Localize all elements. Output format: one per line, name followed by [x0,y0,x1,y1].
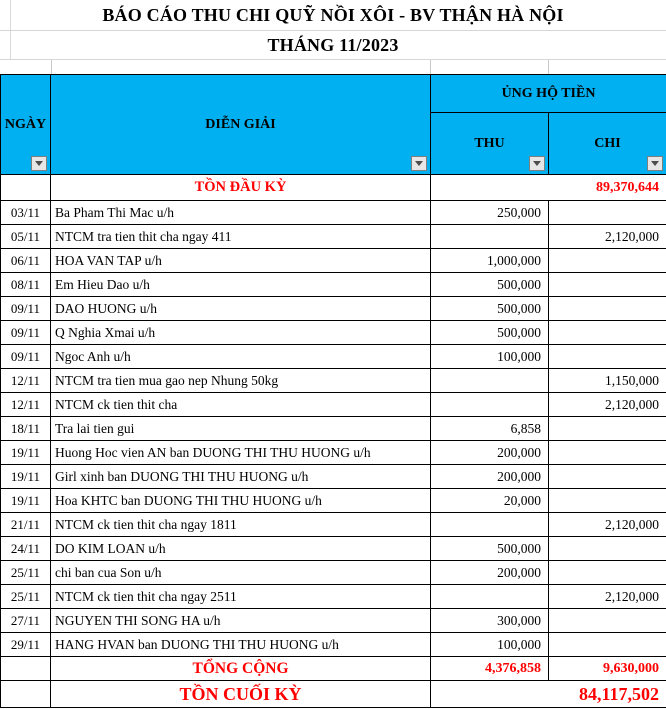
description-cell[interactable]: Ngoc Anh u/h [51,345,431,369]
total-label[interactable]: TỔNG CỘNG [51,657,431,681]
date-cell[interactable]: 08/11 [1,273,51,297]
table-row [1,369,666,393]
table-row [1,273,666,297]
description-cell[interactable]: NTCM ck tien thit cha ngay 1811 [51,513,431,537]
col-header-ngay-label: NGÀY [4,116,47,132]
col-header-dien-giai-label: DIỄN GIẢI [205,116,276,132]
chi-amount-cell[interactable] [549,633,666,657]
date-cell[interactable]: 21/11 [1,513,51,537]
date-cell[interactable] [1,681,51,708]
table-row [1,345,666,369]
filter-dropdown-icon [533,161,541,166]
thu-amount-cell[interactable]: 300,000 [431,609,549,633]
date-cell[interactable]: 27/11 [1,609,51,633]
chi-filter-button[interactable] [647,156,663,171]
transaction-rows [1,201,666,657]
chi-amount-cell[interactable] [549,561,666,585]
date-cell[interactable]: 19/11 [1,489,51,513]
date-cell[interactable]: 25/11 [1,585,51,609]
date-cell[interactable]: 19/11 [1,465,51,489]
date-cell[interactable]: 09/11 [1,345,51,369]
chi-amount-cell[interactable] [549,441,666,465]
col-header-thu-label: THU [474,135,505,151]
report-table [0,74,666,708]
description-cell[interactable]: Tra lai tien gui [51,417,431,441]
date-cell[interactable]: 25/11 [1,561,51,585]
description-cell[interactable]: NGUYEN THI SONG HA u/h [51,609,431,633]
description-cell[interactable]: Em Hieu Dao u/h [51,273,431,297]
column-gridline [51,60,52,74]
description-cell[interactable]: HOA VAN TAP u/h [51,249,431,273]
thu-amount-cell[interactable]: 6,858 [431,417,549,441]
thu-amount-cell[interactable]: 250,000 [431,201,549,225]
description-cell[interactable]: Q Nghia Xmai u/h [51,321,431,345]
col-header-ngay[interactable] [1,75,51,175]
table-row [1,513,666,537]
thu-amount-cell[interactable]: 500,000 [431,537,549,561]
column-gridline [548,60,549,74]
chi-amount-cell[interactable] [549,537,666,561]
date-cell[interactable]: 09/11 [1,321,51,345]
chi-amount-cell[interactable] [549,417,666,441]
ngay-filter-button[interactable] [31,156,47,171]
thu-amount-cell[interactable] [431,369,549,393]
thu-amount-cell[interactable]: 100,000 [431,633,549,657]
table-row [1,225,666,249]
description-cell[interactable]: NTCM tra tien mua gao nep Nhung 50kg [51,369,431,393]
col-header-ung-ho-tien[interactable] [431,75,666,113]
column-gridline [430,60,431,74]
filter-dropdown-icon [651,161,659,166]
total-row [1,657,666,681]
chi-amount-cell[interactable] [549,465,666,489]
description-cell[interactable]: NTCM tra tien thit cha ngay 411 [51,225,431,249]
chi-amount-cell[interactable] [549,201,666,225]
chi-amount-cell[interactable] [549,345,666,369]
spacer-row [0,60,666,74]
table-row [1,201,666,225]
table-row [1,537,666,561]
chi-amount-cell[interactable]: 2,120,000 [549,225,666,249]
closing-balance-row [1,681,666,708]
description-cell[interactable]: Girl xinh ban DUONG THI THU HUONG u/h [51,465,431,489]
table-row [1,609,666,633]
thu-amount-cell[interactable]: 200,000 [431,441,549,465]
date-cell[interactable]: 12/11 [1,369,51,393]
total-chi-amount[interactable]: 9,630,000 [549,657,666,681]
date-cell[interactable] [1,657,51,681]
thu-amount-cell[interactable]: 20,000 [431,489,549,513]
date-cell[interactable]: 06/11 [1,249,51,273]
table-row [1,393,666,417]
table-row [1,441,666,465]
thu-amount-cell[interactable] [431,225,549,249]
table-row [1,585,666,609]
thu-amount-cell[interactable] [431,393,549,417]
description-cell[interactable]: HANG HVAN ban DUONG THI THU HUONG u/h [51,633,431,657]
thu-amount-cell[interactable]: 100,000 [431,345,549,369]
table-row [1,249,666,273]
chi-amount-cell[interactable] [549,321,666,345]
date-cell[interactable]: 19/11 [1,441,51,465]
col-header-dien-giai[interactable] [51,75,431,175]
thu-amount-cell[interactable]: 500,000 [431,297,549,321]
thu-amount-cell[interactable]: 500,000 [431,321,549,345]
chi-amount-cell[interactable]: 2,120,000 [549,585,666,609]
description-cell[interactable]: Huong Hoc vien AN ban DUONG THI THU HUONG u/h [51,441,431,465]
table-row [1,465,666,489]
col-header-thu[interactable] [431,113,549,175]
filter-dropdown-icon [415,161,423,166]
dien-giai-filter-button[interactable] [411,156,427,171]
thu-amount-cell[interactable] [431,585,549,609]
table-row [1,297,666,321]
table-row [1,561,666,585]
thu-amount-cell[interactable]: 200,000 [431,561,549,585]
date-cell[interactable]: 24/11 [1,537,51,561]
col-header-ung-ho-tien-label: ỦNG HỘ TIỀN [501,85,596,101]
opening-balance-amount[interactable]: 89,370,644 [431,175,666,201]
closing-balance-amount[interactable]: 84,117,502 [431,681,666,708]
description-cell[interactable]: NTCM ck tien thit cha ngay 2511 [51,585,431,609]
col-header-chi-label: CHI [594,135,621,151]
thu-amount-cell[interactable]: 1,000,000 [431,249,549,273]
thu-amount-cell[interactable] [431,513,549,537]
col-header-chi[interactable] [549,113,666,175]
report-period: THÁNG 11/2023 [0,31,666,60]
date-cell[interactable]: 05/11 [1,225,51,249]
filter-dropdown-icon [35,161,43,166]
table-row [1,321,666,345]
thu-amount-cell[interactable]: 200,000 [431,465,549,489]
description-cell[interactable]: Hoa KHTC ban DUONG THI THU HUONG u/h [51,489,431,513]
table-row [1,633,666,657]
thu-filter-button[interactable] [529,156,545,171]
date-cell[interactable]: 09/11 [1,297,51,321]
chi-amount-cell[interactable] [549,273,666,297]
chi-amount-cell[interactable] [549,297,666,321]
description-cell[interactable]: Ba Pham Thi Mac u/h [51,201,431,225]
date-cell[interactable] [1,175,51,201]
closing-balance-label[interactable]: TỒN CUỐI KỲ [51,681,431,708]
report-title: BÁO CÁO THU CHI QUỸ NỒI XÔI - BV THẬN HÀ NỘI [0,0,666,31]
description-cell[interactable]: DO KIM LOAN u/h [51,537,431,561]
description-cell[interactable]: chi ban cua Son u/h [51,561,431,585]
chi-amount-cell[interactable] [549,489,666,513]
chi-amount-cell[interactable] [549,609,666,633]
chi-amount-cell[interactable] [549,249,666,273]
opening-balance-row [1,175,666,201]
thu-amount-cell[interactable]: 500,000 [431,273,549,297]
date-cell[interactable]: 29/11 [1,633,51,657]
chi-amount-cell[interactable]: 2,120,000 [549,513,666,537]
table-row [1,489,666,513]
total-thu-amount[interactable]: 4,376,858 [431,657,549,681]
chi-amount-cell[interactable]: 1,150,000 [549,369,666,393]
date-cell[interactable]: 12/11 [1,393,51,417]
date-cell[interactable]: 03/11 [1,201,51,225]
date-cell[interactable]: 18/11 [1,417,51,441]
chi-amount-cell[interactable]: 2,120,000 [549,393,666,417]
table-row [1,417,666,441]
description-cell[interactable]: NTCM ck tien thit cha [51,393,431,417]
opening-balance-label[interactable]: TỒN ĐẦU KỲ [51,175,431,201]
description-cell[interactable]: DAO HUONG u/h [51,297,431,321]
